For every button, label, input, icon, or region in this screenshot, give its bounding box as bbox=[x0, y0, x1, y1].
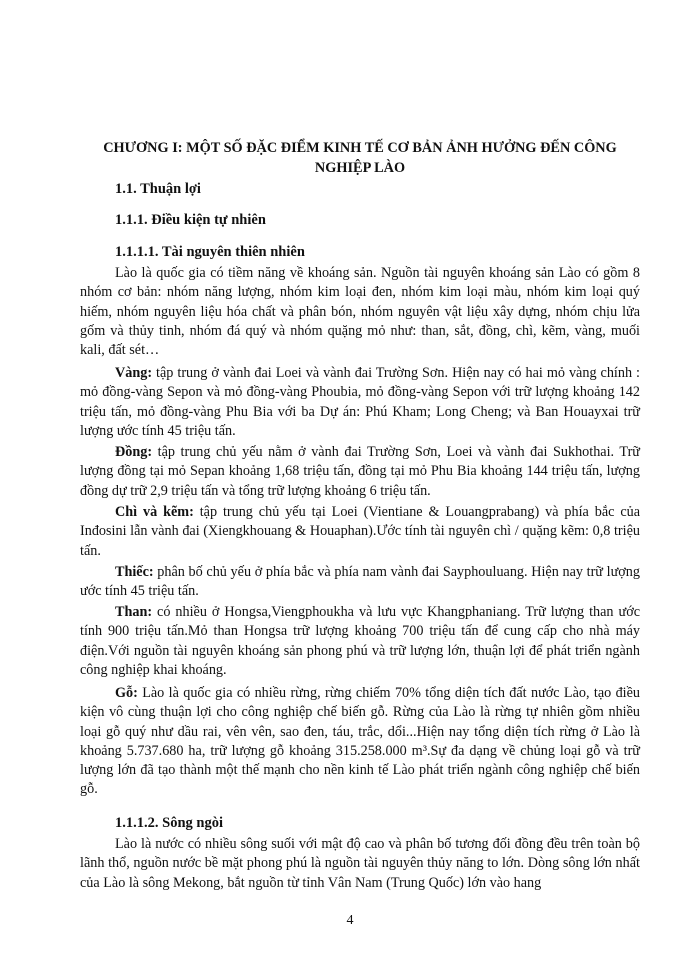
rivers-paragraph: Lào là nước có nhiều sông suối với mật độ cao và phân bố tương đối đồng đều trên toàn bộ lãnh thổ, nguồn nước bề mặt phong phú là nguồn tài nguyên thủy năng to lớn. Dòng sông lớn nhất của Lào là sông Mekong, bắt nguồn từ tỉnh Vân Nam (Trung Quốc) lớn vào hang bbox=[80, 836, 640, 891]
mineral-text-tin: phân bố chủ yếu ở phía bắc và phía nam vành đai Sayphouluang. Hiện nay trữ lượng ước tính 45 triệu tấn. bbox=[80, 564, 640, 600]
mineral-paragraph-coal bbox=[80, 603, 640, 680]
mineral-text-wood: Lào là quốc gia có nhiều rừng, rừng chiếm 70% tổng diện tích đất nước Lào, tạo điều kiện vô cùng thuận lợi cho công nghiệp chế biến gỗ. Rừng của Lào là rừng tự nhiên gồm nhiều loại gỗ quý như dầu rai, vên vên, sao đen, táu, trắc, dổi...Hiện nay tổng diện tích rừng ở Lào là khoảng 5.737.680 ha, trữ lượng gỗ khoảng 315.258.000 m³.Sự đa dạng về chủng loại gỗ và trữ lượng lớn đã tạo thành một thế mạnh cho nền kinh tế Lào phát triển ngành công nghiệp chế biến gỗ. bbox=[80, 685, 640, 798]
mineral-lead-coal: Than: bbox=[115, 604, 153, 620]
mineral-text-coal: có nhiều ở Hongsa,Viengphoukha và lưu vực Khangphaniang. Trữ lượng than ước tính 900 triệu tấn.Mỏ than Hongsa trữ lượng khoảng 700 triệu tấn để cung cấp cho nhà máy điện.Với nguồn tài nguyên khoáng sản phong phú và trữ lượng lớn, thuận lợi để phát triển ngành công nghiệp khai khoáng. bbox=[80, 604, 640, 678]
page-number: 4 bbox=[346, 913, 354, 928]
mineral-text-copper: tập trung chủ yếu nằm ở vành đai Trường Sơn, Loei và vành đai Sukhothai. Trữ lượng đồng tại mỏ Sepan khoảng 1,68 triệu tấn, đồng tại mỏ Phu Bia khoảng 144 triệu tấn, lượng đồng dự trữ 2,9 triệu tấn và tổng trữ lượng khoảng 6 triệu tấn. bbox=[80, 444, 640, 499]
mineral-text-lead-zinc: tập trung chủ yếu tại Loei (Vientiane & Louangprabang) và phía bắc của Inđosini lẫn vành đai (Xiengkhouang & Houaphan).Ước tính tài nguyên chì / quặng kẽm: 0,8 triệu tấn. bbox=[80, 504, 641, 559]
mineral-paragraph-copper bbox=[80, 443, 640, 501]
mineral-lead-gold: Vàng: bbox=[115, 365, 153, 381]
mineral-lead-tin: Thiếc: bbox=[115, 564, 154, 580]
mineral-text-gold: tập trung ở vành đai Loei và vành đai Trường Sơn. Hiện nay có hai mỏ vàng chính : mỏ đồng-vàng Sepon và mỏ đồng-vàng Phoubia, mỏ đồng-vàng Sepon với trữ lượng khoảng 142 triệu tấn, mỏ đồng-vàng Phu Bia với ba Dự án: Phú Kham; Long Cheng; và Ban Houayxai trữ lượng ước tính 45 triệu tấn. bbox=[80, 365, 640, 439]
mineral-paragraph-lead-zinc bbox=[80, 503, 640, 561]
mineral-lead-copper: Đồng: bbox=[115, 444, 153, 460]
section-heading-1-1-1: 1.1.1. Điều kiện tự nhiên bbox=[115, 212, 266, 228]
mineral-paragraph-gold bbox=[80, 364, 640, 441]
mineral-lead-lead-zinc: Chì và kẽm: bbox=[115, 504, 194, 520]
mineral-paragraph-tin bbox=[80, 563, 640, 602]
section-heading-1-1: 1.1. Thuận lợi bbox=[115, 181, 201, 197]
chapter-title: CHƯƠNG I: MỘT SỐ ĐẶC ĐIỂM KINH TẾ CƠ BẢN ẢNH HƯỞNG ĐẾN CÔNG NGHIỆP LÀO bbox=[103, 140, 617, 176]
mineral-paragraph-wood bbox=[80, 684, 640, 800]
section-heading-1-1-1-2: 1.1.1.2. Sông ngòi bbox=[115, 815, 223, 831]
mineral-lead-wood: Gỗ: bbox=[115, 685, 138, 701]
intro-paragraph: Lào là quốc gia có tiềm năng về khoáng sản. Nguồn tài nguyên khoáng sản Lào có gồm 8 nhóm cơ bản: nhóm năng lượng, nhóm kim loại đen, nhóm kim loại màu, nhóm kim loại quý hiếm, nhóm nguyên liệu hóa chất và phân bón, nhóm nguyên vật liệu xây dựng, nhóm chịu lửa gốm và thủy tinh, nhóm đá quý và nhóm quặng mỏ như: than, sắt, đồng, chì, kẽm, vàng, muối kali, đất sét… bbox=[80, 265, 640, 359]
section-heading-1-1-1-1: 1.1.1.1. Tài nguyên thiên nhiên bbox=[115, 244, 305, 260]
